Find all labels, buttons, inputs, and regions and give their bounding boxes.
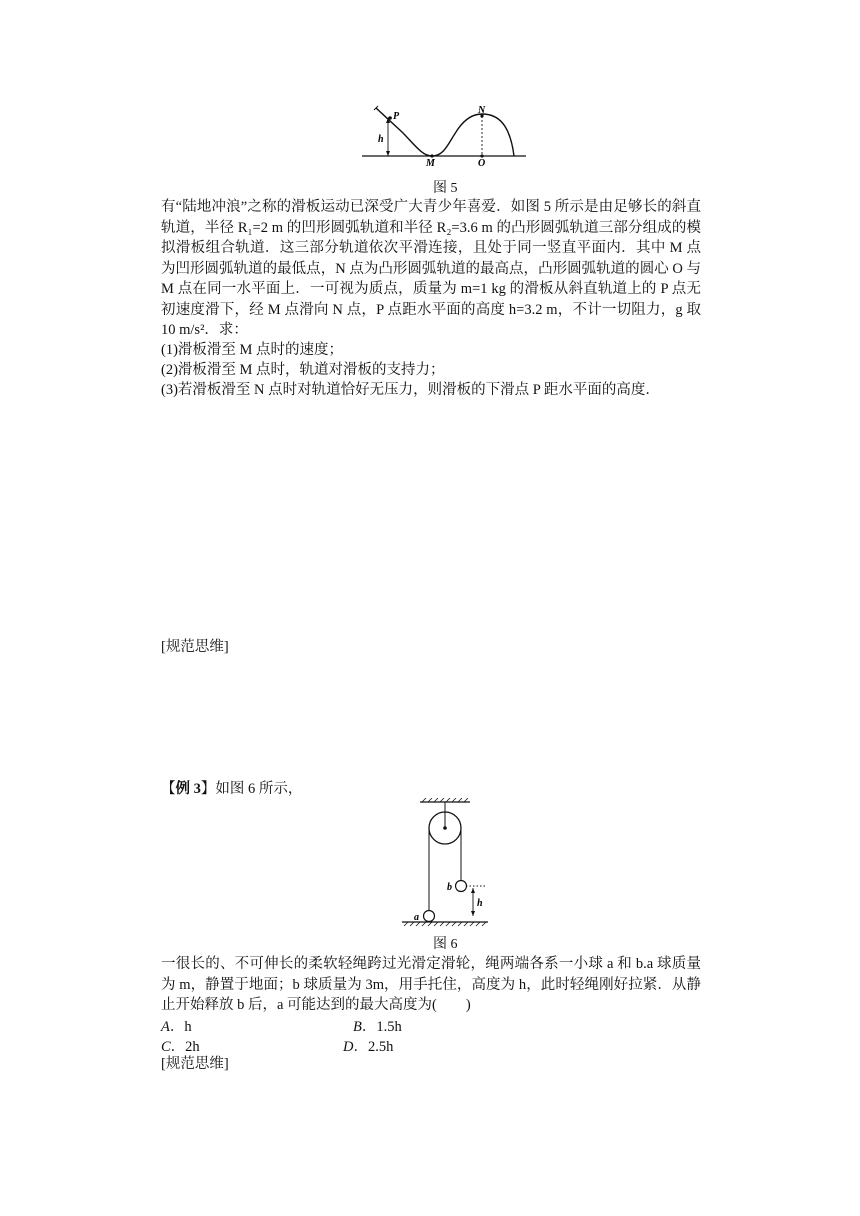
example-heading-text: 如图 6 所示，	[215, 781, 303, 797]
label-h: h	[378, 134, 384, 145]
option-b: B．1.5h	[353, 1019, 402, 1035]
thinking-label-2: [规范思维]	[161, 1056, 229, 1072]
option-c: C．2h	[161, 1039, 200, 1055]
example-3-body: 一很长的、不可伸长的柔软轻绳跨过光滑定滑轮，绳两端各系一小球 a 和 b.a 球质量为 m，静置于地面；b 球质量为 3m，用手托住，高度为 h，此时轻绳刚好拉紧．从静止开始释放 b 后，a 可能达到的最大高度为( )	[161, 956, 701, 1013]
option-a: A．h	[161, 1019, 192, 1035]
label-n: N	[478, 105, 486, 116]
ball-a	[424, 911, 435, 922]
figure-5-diagram	[362, 104, 528, 166]
question-1: (1)滑板滑至 M 点时的速度；	[161, 342, 344, 358]
problem-intro: 有“陆地冲浪”之称的滑板运动已深受广大青少年喜爱．如图 5 所示是由足够长的斜直轨道，半径 R₁=2 m 的凹形圆弧轨道和半径 R₂=3.6 m 的凸形圆弧轨道三部分组成的模拟滑板组合轨道．这三部分轨道依次平滑连接，且处于同一竖直平面内．其中 M 点为凹形圆弧轨道的最低点，N 点为凸形圆弧轨道的最高点，凸形圆弧轨道的圆心 O 与 M 点在同一水平面上．一可视为质点，质量为 m=1 kg 的滑板从斜直轨道上的 P 点无初速度滑下，经 M 点滑向 N 点，P 点距水平面的高度 h=3.2 m，不计一切阻力，g 取 10 m/s²．求：	[161, 199, 702, 338]
label-a: a	[414, 912, 419, 923]
option-d: D．2.5h	[343, 1039, 394, 1055]
label-m: M	[426, 158, 435, 166]
label-b: b	[447, 882, 452, 893]
label-p: P	[393, 111, 400, 122]
figure-6-caption: 图 6	[433, 937, 458, 952]
question-2: (2)滑板滑至 M 点时，轨道对滑板的支持力；	[161, 362, 445, 378]
thinking-label-1: [规范思维]	[161, 639, 229, 655]
label-o: O	[478, 158, 486, 166]
figure-6-diagram	[398, 798, 490, 932]
example-label: 例 3	[175, 781, 201, 797]
label-h-fig6: h	[477, 898, 483, 909]
ball-b	[456, 881, 467, 892]
example-3-heading: 【例 3】如图 6 所示，	[161, 781, 303, 797]
question-3: (3)若滑板滑至 N 点时对轨道恰好无压力，则滑板的下滑点 P 距水平面的高度．	[161, 382, 660, 398]
figure-5-caption: 图 5	[433, 181, 458, 196]
